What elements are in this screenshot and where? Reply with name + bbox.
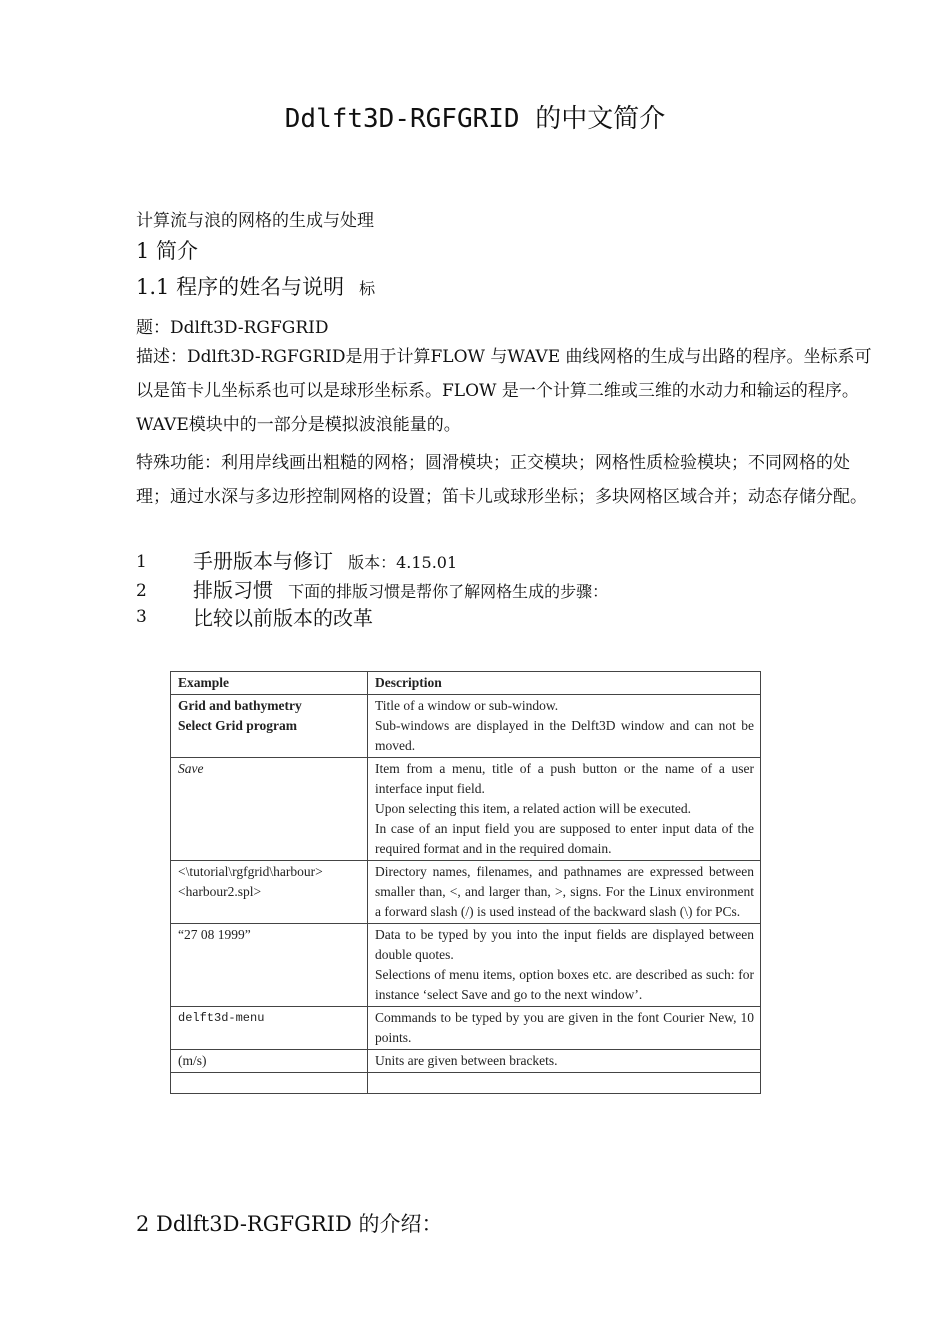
example-text: “27 08 1999” — [178, 927, 251, 942]
description-cell — [368, 1073, 761, 1094]
table-row — [171, 1073, 761, 1094]
list-item-label: 手册版本与修订 — [193, 549, 333, 573]
example-text: Save — [178, 761, 204, 776]
table-row — [171, 1007, 761, 1050]
table-row — [171, 924, 761, 1007]
description-text: Sub-windows are displayed in the Delft3D window and can not be moved. — [375, 718, 754, 753]
heading-2: 2 Ddlft3D-RGFGRID 的介绍： — [136, 1212, 443, 1236]
example-cell — [171, 861, 368, 924]
table-header-row — [171, 672, 761, 695]
example-text: (m/s) — [178, 1053, 207, 1068]
example-cell — [171, 758, 368, 861]
description-text: Upon selecting this item, a related action will be executed. — [375, 801, 692, 816]
heading-1-1-tail: 标 — [359, 279, 376, 298]
label-line: 题：Ddlft3D-RGFGRID — [136, 318, 329, 338]
example-cell — [171, 1050, 368, 1073]
list-item-note: 下面的排版习惯是帮你了解网格生成的步骤： — [288, 582, 609, 601]
example-text: delft3d-menu — [178, 1011, 265, 1025]
heading-1-1-row — [136, 271, 375, 301]
description-cell — [368, 861, 761, 924]
description-text: Selections of menu items, option boxes etc. are described as such: for instance ‘select Save and go to the next window’. — [375, 967, 754, 1002]
description-text: Title of a window or sub-window. — [375, 698, 559, 713]
example-cell — [171, 1073, 368, 1094]
description-text: In case of an input field you are supposed to enter input data of the required format and in the required domain. — [375, 821, 754, 856]
example-text: <\tutorial\rgfgrid\harbour> — [178, 864, 323, 879]
description-cell — [368, 924, 761, 1007]
heading-1: 1 简介 — [136, 239, 199, 263]
list-number: 1 — [136, 552, 147, 572]
typographic-conventions-table — [170, 671, 761, 1094]
description-text: Data to be typed by you into the input fields are displayed between double quotes. — [375, 927, 754, 962]
list-item — [193, 545, 457, 574]
list-item — [193, 574, 608, 603]
description-text: Item from a menu, title of a push button or the name of a user interface input field. — [375, 761, 754, 796]
table-row — [171, 861, 761, 924]
example-cell — [171, 924, 368, 1007]
example-cell — [171, 1007, 368, 1050]
description-text: Commands to be typed by you are given in the font Courier New, 10 points. — [375, 1010, 754, 1045]
header-example: Example — [171, 672, 368, 695]
description-text: Directory names, filenames, and pathnames are expressed between smaller than, <, and larger than, >, signs. For the Linux environment a forward slash (/) is used instead of the backward slash (\) for PCs. — [375, 864, 754, 919]
list-number: 3 — [136, 607, 147, 627]
description-cell — [368, 1050, 761, 1073]
table-row — [171, 1050, 761, 1073]
example-text: Select Grid program — [178, 718, 297, 733]
header-description: Description — [368, 672, 761, 695]
description-cell — [368, 758, 761, 861]
page-title: Ddlft3D-RGFGRID 的中文简介 — [284, 104, 666, 134]
description-text: Units are given between brackets. — [375, 1053, 558, 1068]
heading-1-1: 1.1 程序的姓名与说明 — [136, 275, 345, 299]
example-text: <harbour2.spl> — [178, 884, 262, 899]
list-item-note: 版本：4.15.01 — [348, 553, 458, 572]
description-cell — [368, 695, 761, 758]
list-number: 2 — [136, 581, 147, 601]
subtitle: 计算流与浪的网格的生成与处理 — [136, 211, 374, 231]
list-item-label: 排版习惯 — [193, 578, 273, 602]
table-row — [171, 758, 761, 861]
description-paragraph: 描述：Ddlft3D-RGFGRID是用于计算FLOW 与WAVE 曲线网格的生成与出路的程序。坐标系可以是笛卡儿坐标系也可以是球形坐标系。FLOW 是一个计算二维或三维的水动力和输运的程序。WAVE模块中的一部分是模拟波浪能量的。 — [136, 347, 872, 435]
table-row — [171, 695, 761, 758]
description-cell — [368, 1007, 761, 1050]
features-paragraph: 特殊功能：利用岸线画出粗糙的网格；圆滑模块；正交模块；网格性质检验模块；不同网格的处理；通过水深与多边形控制网格的设置；笛卡儿或球形坐标；多块网格区域合并；动态存储分配。 — [136, 453, 867, 507]
example-text: Grid and bathymetry — [178, 698, 302, 713]
example-cell — [171, 695, 368, 758]
list-item — [193, 602, 373, 631]
list-item-label: 比较以前版本的改革 — [193, 606, 373, 630]
